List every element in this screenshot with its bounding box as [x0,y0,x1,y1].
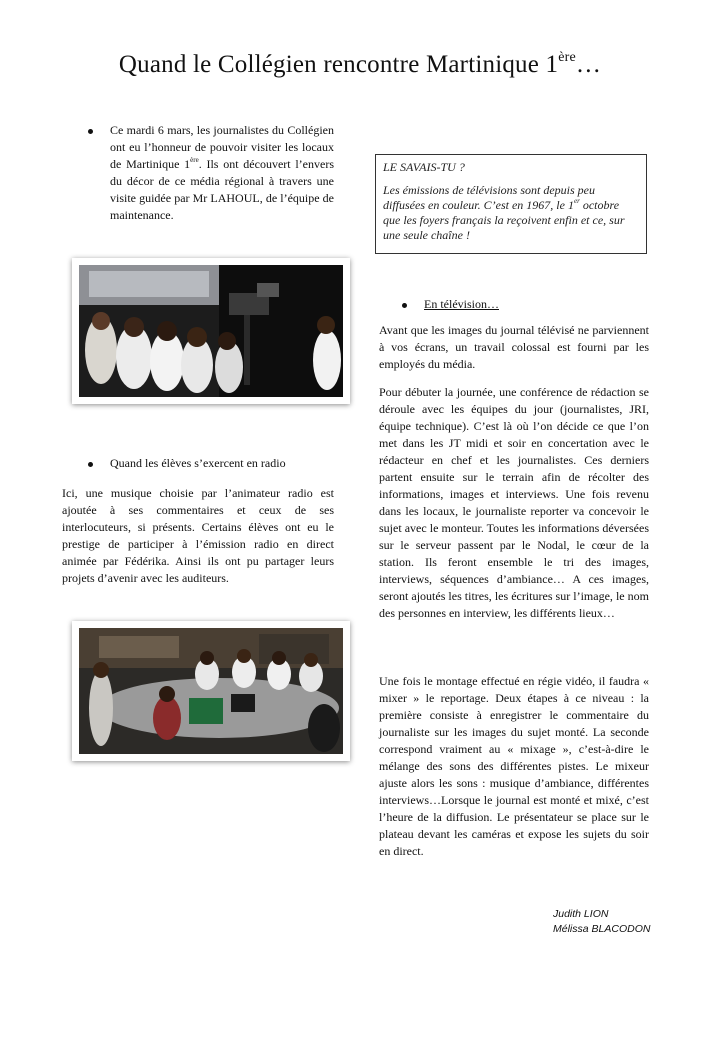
bullet-icon [88,129,93,134]
title-main: Quand le Collégien rencontre Martinique 1 [118,51,559,78]
did-you-know-superscript: er [573,197,580,205]
tv-heading: En télévision… [424,297,499,311]
did-you-know-text-part2: octobre que les foyers français la reçoivent enfin et ce, sur une seule chaîne ! [383,198,625,242]
tv-paragraph-1: Avant que les images du journal télévisé ne parviennent à vos écrans, un travail colossal est fourni par les employés du média. [379,323,649,371]
author-1: Judith LION [553,908,609,920]
did-you-know-box [375,154,647,254]
radio-bullet [88,455,348,473]
radio-studio-image [79,628,343,754]
tv-studio-photo [72,258,350,404]
tv-paragraph-2: Pour débuter la journée, une conférence de rédaction se déroule avec les équipes du jour (journalistes, JRI, équipe technique). C’est là où l’on décide ce que l’on met dans les JT midi et soir en concertation avec le rédacteur en chef et les journalistes. Ces derniers partent ensuite sur le terrain afin de récolter des informations, images et interviews. Une fois revenu dans les locaux, le journaliste reporter va concevoir le sujet avec le monteur. Toutes les informations déversées sur le serveur passent par le Nodal, le cœur de la station. Ils feront ensemble le tri des images, interviews, séquences d’ambiance… A ces images, seront ajoutés les titres, les écritures sur l’image, le nom des personnes en interview, les différents lieux… [379,385,649,620]
did-you-know-title: LE SAVAIS-TU ? [383,160,465,174]
intro-superscript: ère [190,156,199,164]
did-you-know-text-part1: Les émissions de télévisions sont depuis peu diffusées en couleur. C’est en 1967, le 1 [383,183,595,212]
intro-bullet [88,122,334,242]
title-superscript: ère [558,50,576,65]
intro-text [110,122,334,224]
signature [553,907,713,937]
tv-paragraph-3: Une fois le montage effectué en régie vidéo, il faudra « mixer » le reportage. Deux étapes à ce niveau : la première consiste à enregistrer le commentaire du journaliste sur les images du sujet monté. La seconde correspond vraiment au « mixage », c’est-à-dire le mélange des sons des différentes pistes. Le mixeur ajuste alors les sons : musique d’ambiance, différentes interviews…Lorsque le journal est monté et mixé, c’est l’heure de la diffusion. Le présentateur se place sur le plateau devant les caméras et expose les sujets du soir en direct. [379,674,649,858]
did-you-know-text [383,183,639,243]
page-title [0,50,720,79]
bullet-icon [88,462,93,467]
author-2: Mélissa BLACODON [553,923,651,935]
radio-paragraph: Ici, une musique choisie par l’animateur radio est ajoutée à ses commentaires et ceux de ses interlocuteurs, si présents. Certains élèves ont eu le prestige de participer à l’émission radio en direct animée par Fédérika. Ainsi ils ont pu partager leurs projets d’avenir avec les auditeurs. [62,486,334,585]
title-ellipsis: … [575,51,602,78]
intro-text-part1: Ce mardi 6 mars, les journalistes du Collégien ont eu l’honneur de pouvoir visiter les locaux de Martinique 1 [110,123,334,171]
tv-bullet [402,296,602,314]
intro-text-part2: . Ils ont découvert l’envers du décor de ce média régional à travers une visite guidée par Mr LAHOUL, de l’équipe de maintenance. [110,157,334,222]
radio-studio-photo [72,621,350,761]
radio-heading: Quand les élèves s’exercent en radio [110,456,286,470]
tv-studio-image [79,265,343,397]
bullet-icon [402,303,407,308]
